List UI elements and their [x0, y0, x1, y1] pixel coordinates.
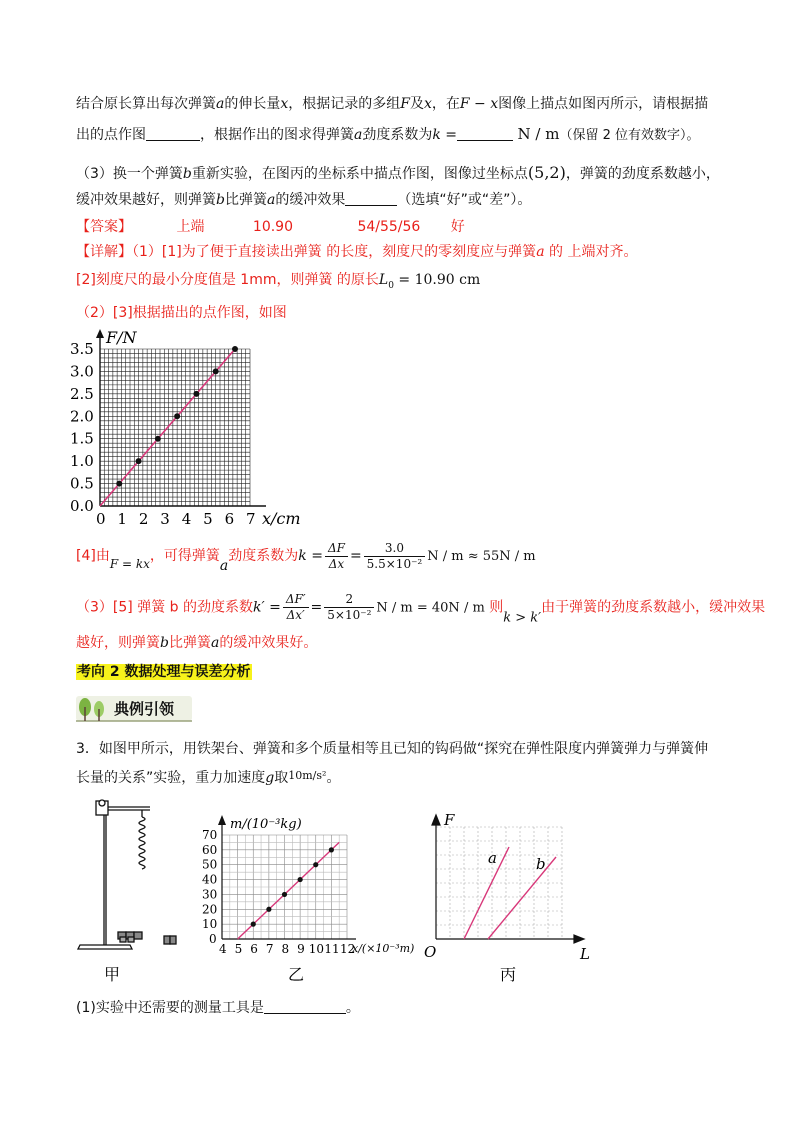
x-axis-label: L: [580, 945, 590, 963]
data-point: [313, 862, 318, 867]
fraction: [324, 592, 374, 623]
text: [4]由: [76, 548, 110, 564]
y-tick-label: 20: [202, 902, 218, 917]
text: （2）[3]根据描出的点作图，如图: [76, 305, 287, 321]
question-text-line-4: [76, 190, 531, 210]
result: N / m ≈ 55N / m: [427, 549, 536, 564]
text: （保留 2 位有效数字）。: [559, 128, 700, 143]
text: ，根据记录的多组: [288, 96, 401, 112]
text: 劲度系数为: [362, 127, 433, 143]
inequality: k > k′: [503, 610, 542, 626]
y-tick-label: 0.5: [70, 474, 94, 493]
coordinate-point: (5,2): [527, 163, 566, 182]
text: （选填“好”或“差”）。: [397, 192, 532, 208]
section-title-text: 考向 2 数据处理与误差分析: [77, 664, 251, 680]
text: ，根据作出的图求得弹簧: [200, 127, 354, 143]
x-tick-label: 1: [117, 510, 127, 528]
var-L: L: [378, 272, 389, 288]
var-k: k =: [298, 548, 323, 564]
x-tick-label: 5: [203, 510, 213, 528]
answer-item: 10.90: [252, 219, 293, 235]
var-F-x: F − x: [459, 96, 499, 112]
denominator: 5.5×10⁻²: [366, 556, 423, 571]
x-tick-label: 7: [265, 942, 274, 956]
x-tick-label: 4: [181, 510, 192, 528]
answer-blank[interactable]: [457, 126, 513, 141]
text: 越好，则弹簧: [76, 635, 160, 651]
text: 缓冲效果越好，则弹簧: [76, 192, 216, 208]
x-tick-label: 9: [297, 942, 305, 956]
x-tick-label: 12: [340, 942, 356, 956]
numerator: 3.0: [364, 541, 426, 557]
y-axis-label: F: [444, 811, 455, 829]
y-axis-label: F/N: [106, 328, 137, 347]
var-F: F: [400, 96, 410, 112]
answer-item: 好: [450, 219, 465, 235]
denominator: Δx: [328, 556, 345, 571]
banner-graphic: [76, 693, 192, 723]
formula: F = kx: [109, 557, 150, 571]
y-tick-label: 0: [209, 932, 217, 946]
x-tick-label: 10: [308, 942, 325, 956]
fraction: [364, 541, 426, 572]
detail-line-1: [76, 242, 637, 262]
text: 长量的关系”实验，重力加速度: [76, 770, 266, 786]
data-point: [174, 413, 180, 419]
detail-line-6: [76, 633, 317, 653]
text: 的缓冲效果好。: [219, 635, 318, 651]
text: 比弹簧: [168, 635, 211, 651]
y-tick-label: 0.0: [70, 497, 94, 515]
example-banner: [76, 693, 192, 723]
x-tick-label: 7: [246, 510, 256, 528]
y-axis-arrow: [96, 329, 104, 338]
line-a: [464, 847, 509, 939]
text: ，弹簧的劲度系数越小，: [565, 166, 720, 182]
mass-extension-graph: [200, 805, 420, 995]
y-tick-label: 30: [202, 887, 218, 902]
answer-blank[interactable]: [264, 999, 346, 1014]
y-tick-label: 50: [202, 857, 218, 872]
force-extension-graph: [70, 326, 310, 532]
answer-label: 【答案】: [76, 219, 132, 235]
var-x: x: [423, 96, 432, 112]
text: （3）[5] 弹簧 b 的劲度系数: [76, 599, 253, 616]
data-point: [251, 922, 256, 927]
y-axis-label: m/(10⁻³kg): [230, 817, 302, 832]
x-tick-label: 2: [138, 510, 149, 528]
result: N / m = 40N / m: [376, 600, 485, 616]
force-length-graph: [420, 805, 610, 995]
text: 由于弹簧的劲度系数越小，缓冲效果: [541, 599, 766, 616]
text: 。: [326, 770, 341, 786]
numerator: ΔF: [325, 541, 348, 557]
apparatus-figure: [70, 795, 190, 995]
text: 劲度系数为: [228, 548, 299, 564]
x-tick-label: 3: [160, 510, 170, 528]
data-point: [116, 481, 122, 487]
hook-weights-icon: [118, 932, 176, 944]
answer-item: 上端: [176, 219, 205, 235]
var-b: b: [216, 192, 225, 208]
var-g: g: [265, 770, 275, 786]
answer-blank[interactable]: [146, 126, 200, 141]
numerator: 2: [324, 592, 374, 608]
text: 结合原长算出每次弹簧: [76, 96, 216, 112]
data-point: [213, 368, 219, 374]
data-point: [329, 847, 334, 852]
var-a: a: [210, 635, 220, 651]
origin-label: O: [424, 943, 437, 961]
answer-line: [76, 217, 465, 237]
x-tick-label: 6: [224, 510, 235, 528]
data-point: [282, 892, 287, 897]
var-b: b: [182, 166, 192, 182]
text: 重新实验，在图丙的坐标系中描点作图，图像过坐标点: [191, 166, 528, 182]
detail-line-3: [76, 303, 287, 323]
detail-line-2: [76, 270, 480, 296]
data-point: [136, 458, 142, 464]
text: 图像上描点如图丙所示，请根据描: [498, 96, 709, 112]
var-a: a: [536, 244, 545, 260]
y-tick-label: 3.0: [70, 362, 94, 381]
banner-text: 典例引领: [114, 700, 175, 718]
text: [2]刻度尺的最小分度值是 1mm，则弹簧 的原长: [76, 272, 379, 288]
question-text-line-3: [76, 163, 720, 184]
data-point: [155, 436, 161, 442]
fraction: [283, 592, 309, 623]
figure-label-bing: 丙: [500, 965, 517, 984]
var-a: a: [266, 192, 276, 208]
g-value: 10m/s²: [288, 769, 327, 782]
data-point: [298, 877, 303, 882]
text: （3）换一个弹簧: [76, 166, 183, 182]
detail-label: 【详解】: [76, 244, 132, 260]
text: 及: [409, 96, 424, 112]
var-k-prime: k′ =: [252, 599, 281, 616]
y-axis-arrow: [218, 815, 226, 825]
x-tick-label: 5: [234, 942, 243, 956]
iron-stand-drawing: [78, 800, 176, 949]
denominator: Δx′: [286, 608, 305, 622]
figure-label-yi: 乙: [288, 965, 305, 984]
var-a: a: [216, 96, 225, 112]
x-tick-label: 8: [281, 942, 290, 956]
data-point: [193, 391, 199, 397]
text: ，在: [431, 96, 460, 112]
question-3-line-2: [76, 766, 340, 788]
question-3-line-1: [76, 739, 708, 759]
var-k: k =: [432, 127, 458, 143]
fraction: [325, 541, 348, 572]
line-label-a: a: [488, 849, 497, 867]
y-tick-label: 2.0: [70, 407, 94, 426]
unit: N / m: [517, 125, 560, 143]
text: （1）[1]为了便于直接读出弹簧 的长度，刻度尺的零刻度应与弹簧: [132, 244, 537, 260]
text: 的缓冲效果: [275, 192, 346, 208]
section-title: [76, 662, 252, 682]
text: (1)实验中还需要的测量工具是: [76, 1000, 264, 1016]
y-tick-label: 70: [202, 828, 218, 842]
y-tick-label: 1.0: [70, 452, 94, 471]
text: 出的点作图: [76, 127, 146, 143]
x-axis-label: x/cm: [262, 509, 301, 528]
y-tick-label: 40: [202, 872, 218, 887]
equation: = 10.90 cm: [393, 272, 481, 288]
x-tick-label: 6: [250, 942, 258, 956]
x-tick-label: 4: [219, 942, 227, 956]
figure-label-jia: 甲: [104, 965, 121, 984]
var-b: b: [160, 635, 169, 651]
denominator: 5×10⁻²: [327, 608, 372, 622]
x-tick-label: 11: [324, 942, 340, 956]
y-tick-label: 60: [202, 842, 218, 857]
axes: [432, 815, 584, 943]
text: 则: [489, 599, 504, 616]
text: 3．如图甲所示，用铁架台、弹簧和多个质量相等且已知的钩码做“探究在弹性限度内弹簧弹力与弹簧伸: [76, 741, 709, 757]
var-a: a: [219, 558, 229, 574]
text: 的 上端对齐。: [544, 244, 638, 260]
detail-line-4: [4]由F = kx，可得弹簧a劲度系数为k = $\frac{\Delta F}{\Delta x}$ = $\frac{3.0}{\text{5.5×10⁻²}}$ N / m ≈ 55N / m: [76, 540, 536, 574]
text: 比弹簧: [224, 192, 267, 208]
question-text-line-2: [76, 124, 699, 146]
text: ，可得弹簧: [149, 548, 220, 564]
text: 的伸长量: [224, 96, 281, 112]
text: 取: [274, 770, 289, 786]
var-a: a: [354, 127, 363, 143]
x-tick-label: 0: [96, 510, 106, 528]
y-tick-label: 1.5: [70, 429, 94, 448]
question-3-part-1: [76, 998, 360, 1018]
question-text-line-1: [76, 94, 708, 114]
data-point: [266, 907, 271, 912]
detail-line-5: （3）[5] 弹簧 b 的劲度系数k′ = $\frac{\Delta F'}{\Delta x'}$ = $\frac{2}{\text{5×10⁻²}}$ N / m = 40N / m 则k > k′由于弹簧的劲度系数越小，缓冲效果: [76, 592, 766, 626]
var-x: x: [280, 96, 289, 112]
numerator: ΔF′: [283, 592, 309, 608]
y-tick-label: 2.5: [70, 384, 94, 403]
y-tick-label: 10: [202, 917, 218, 932]
text: 。: [345, 1000, 360, 1016]
subscript: 0: [388, 280, 394, 291]
y-tick-label: 3.5: [70, 340, 94, 358]
line-label-b: b: [536, 855, 546, 873]
x-axis-label: x/(×10⁻³m): [352, 942, 415, 955]
data-point: [232, 346, 238, 352]
answer-blank[interactable]: [345, 191, 397, 206]
answer-item: 54/55/56: [357, 219, 421, 235]
